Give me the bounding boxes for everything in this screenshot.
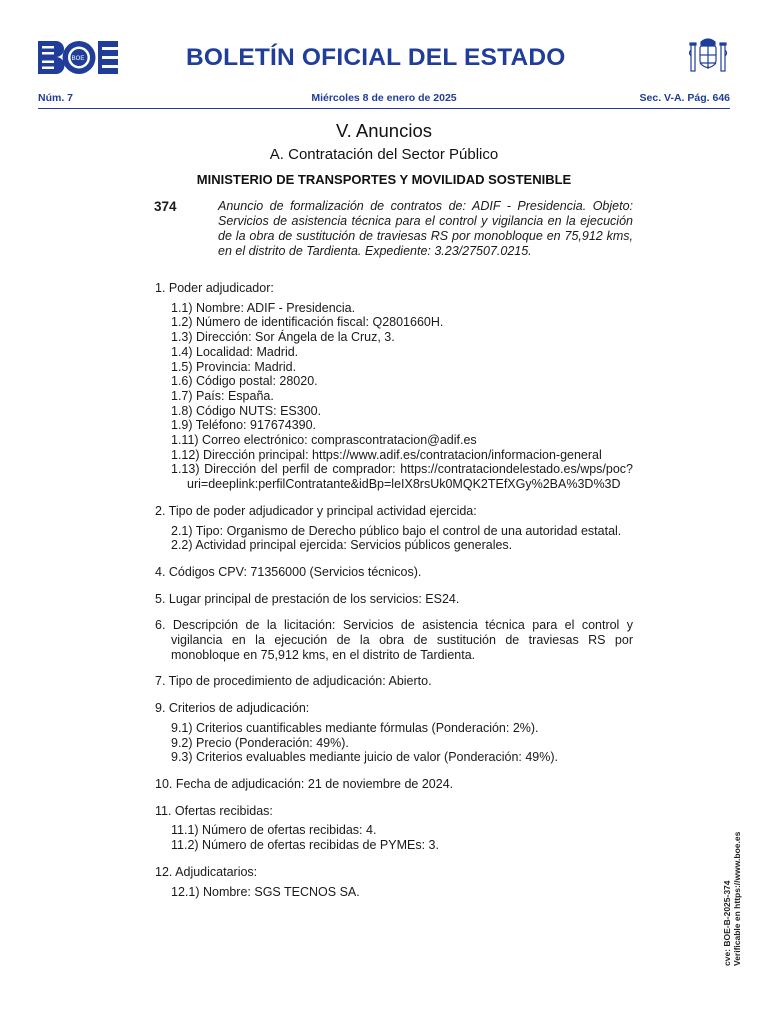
section-gap — [155, 689, 633, 701]
section-gap — [155, 792, 633, 804]
section-items — [171, 301, 633, 492]
verify-url: Verificable en https://www.boe.es — [732, 831, 742, 966]
section-items — [171, 721, 633, 765]
section-heading: 5. Lugar principal de prestación de los servicios: ES24. — [155, 591, 460, 606]
list-item: 1.1) Nombre: ADIF - Presidencia. — [171, 300, 356, 315]
list-item: 1.7) País: España. — [171, 388, 274, 403]
list-item: 1.2) Número de identificación fiscal: Q2801660H. — [171, 315, 444, 330]
subsection-title: A. Contratación del Sector Público — [269, 146, 499, 163]
section-heading: 10. Fecha de adjudicación: 21 de noviembre de 2024. — [155, 776, 454, 791]
section-gap — [155, 765, 633, 777]
list-item: 2.2) Actividad principal ejercida: Servicios públicos generales. — [171, 538, 513, 553]
section-heading: 11. Ofertas recibidas: — [155, 803, 273, 818]
list-item: 11.2) Número de ofertas recibidas de PYMEs: 3. — [171, 838, 439, 853]
section-block — [155, 618, 633, 662]
section-heading: 1. Poder adjudicador: — [155, 281, 274, 295]
section-block — [155, 592, 633, 607]
section-gap — [155, 853, 633, 865]
issue-number: Núm. 7 — [38, 92, 74, 104]
list-item: 9.2) Precio (Ponderación: 49%). — [171, 735, 349, 750]
section-block — [155, 674, 633, 689]
list-item: 9.3) Criterios evaluables mediante juicio de valor (Ponderación: 49%). — [171, 750, 559, 765]
issue-info-bar — [38, 92, 730, 106]
ministry-heading: MINISTERIO DE TRANSPORTES Y MOVILIDAD SOSTENIBLE — [196, 172, 572, 187]
section-title: V. Anuncios — [335, 120, 432, 141]
section-block — [155, 701, 633, 765]
gazette-title: BOLETÍN OFICIAL DEL ESTADO — [186, 44, 566, 71]
section-items — [171, 885, 633, 900]
list-item: 1.3) Dirección: Sor Ángela de la Cruz, 3. — [171, 330, 395, 345]
list-item: 1.9) Teléfono: 917674390. — [171, 418, 317, 433]
section-block — [155, 865, 633, 899]
list-item: 1.11) Correo electrónico: comprascontratacion@adif.es — [171, 433, 477, 448]
svg-text:BOE: BOE — [71, 56, 85, 62]
section-items — [171, 823, 633, 852]
section-heading: 9. Criterios de adjudicación: — [155, 701, 310, 716]
cve-code: cve: BOE-B-2025-374 — [722, 880, 732, 966]
issue-date: Miércoles 8 de enero de 2025 — [311, 92, 457, 104]
list-item: 1.8) Código NUTS: ES300. — [171, 403, 322, 418]
section-heading: 7. Tipo de procedimiento de adjudicación: Abierto. — [155, 674, 432, 689]
list-item: 12.1) Nombre: SGS TECNOS SA. — [171, 884, 360, 899]
section-block — [155, 504, 633, 553]
coat-of-arms-icon — [687, 36, 729, 78]
list-item: 1.12) Dirección principal: https://www.adif.es/contratacion/informacion-general — [171, 447, 602, 462]
list-item: 1.6) Código postal: 28020. — [171, 374, 318, 389]
section-gap — [155, 662, 633, 674]
announcement-body — [155, 281, 633, 899]
section-page: Sec. V-A. Pág. 646 — [639, 92, 730, 104]
section-heading: 4. Códigos CPV: 71356000 (Servicios técnicos). — [155, 564, 422, 579]
list-item: 2.1) Tipo: Organismo de Derecho público bajo el control de una autoridad estatal. — [171, 523, 622, 538]
section-items — [171, 524, 633, 553]
section-block — [155, 281, 633, 492]
section-block — [155, 777, 633, 792]
list-item: 1.13) Dirección del perfil de comprador: https://contrataciondelestado.es/wps/poc?uri=deeplink:perfilContratante&idBp=leIX8rsUk0MQK2TEfXGy%2BA%3D%3D — [171, 462, 633, 492]
section-gap — [155, 492, 633, 504]
section-block — [155, 804, 633, 853]
section-heading: 2. Tipo de poder adjudicador y principal actividad ejercida: — [155, 503, 477, 518]
announcement-number: 374 — [154, 199, 177, 214]
section-block — [155, 565, 633, 580]
section-heading: 6. Descripción de la licitación: Servicios de asistencia técnica para el control y vigilancia en la ejecución de la obra de sustitución de traviesas RS por monobloque en 75,912 kms, en el distrito de Tardienta. — [155, 618, 633, 662]
header-divider — [38, 108, 730, 109]
verification-stamp — [722, 832, 742, 966]
list-item: 1.5) Provincia: Madrid. — [171, 359, 297, 374]
list-item: 11.1) Número de ofertas recibidas: 4. — [171, 823, 377, 838]
boe-logo — [38, 41, 118, 74]
list-item: 1.4) Localidad: Madrid. — [171, 344, 299, 359]
section-gap — [155, 606, 633, 618]
announcement-summary: Anuncio de formalización de contratos de: ADIF - Presidencia. Objeto: Servicios de asistencia técnica para el control y vigilancia en la ejecución de la obra de sustitución de traviesas RS por monobloque en 75,912 kms, en el distrito de Tardienta. Expediente: 3.23/27507.0215. — [218, 199, 633, 258]
section-gap — [155, 553, 633, 565]
section-gap — [155, 580, 633, 592]
list-item: 9.1) Criterios cuantificables mediante fórmulas (Ponderación: 2%). — [171, 720, 539, 735]
section-heading: 12. Adjudicatarios: — [155, 864, 258, 879]
